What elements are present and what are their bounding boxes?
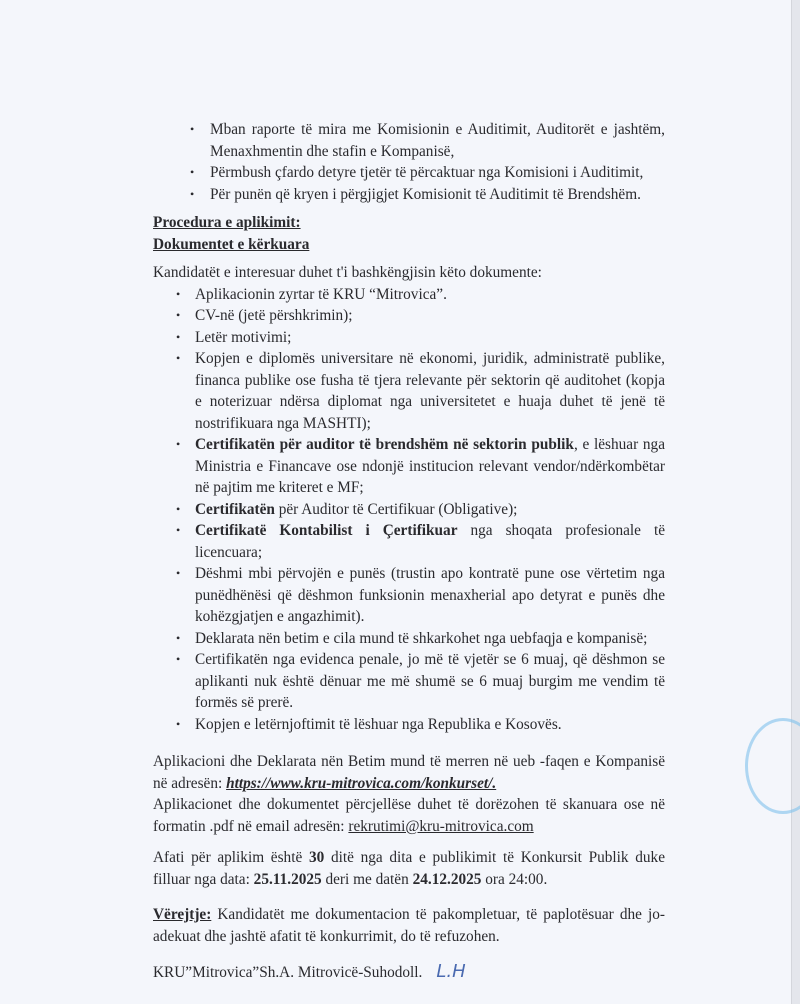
start-date: 25.11.2025 (253, 870, 322, 888)
deadline-text: ditë nga dita e publikimit të Konkursit Publik duke filluar nga data: (153, 849, 665, 888)
document-text: Aplikacionin zyrtar të KRU “Mitrovica”. (195, 285, 447, 303)
document-text: për Auditor të Certifikuar (Obligative); (274, 500, 518, 518)
bullet-icon: • (176, 329, 181, 344)
documents-section (153, 262, 665, 735)
list-item (153, 119, 665, 162)
document-bold: Certifikatë Kontabilist i Çertifikuar (195, 522, 458, 539)
document-text: Deklarata nën betim e cila mund të shkarkohet nga uebfaqja e kompanisë; (195, 629, 648, 647)
apply-text-2: Aplikacionet dhe dokumentet përcjellëse duhet të dorëzohen të skanuara ose në formatin .pdf në email adresën: (153, 796, 665, 835)
bullet-icon: • (176, 351, 181, 365)
document-text: , e lëshuar nga Ministria e Financave ose ndonjë institucion relevant vendor/ndërkombëtar në pajtim me kriteret e MF; (195, 436, 665, 496)
end-date: 24.12.2025 (412, 870, 482, 888)
document-text: Kopjen e diplomës universitare në ekonomi, juridik, administratë publike, financa publike ose fusha të tjera relevante për sektorin që auditohet (kopja e noterizuar ndërsa diplomat nga universitetet e huaja duhet të jenë të nostrifikuara nga MASHTI); (195, 350, 665, 432)
duty-text: Përmbush çfardo detyre tjetër të përcaktuar nga Komisioni i Auditimit, (210, 164, 644, 181)
bullet-icon: • (176, 523, 181, 537)
document-body (153, 0, 665, 1004)
document-text: nga shoqata profesionale të licencuara; (195, 522, 665, 561)
footer (153, 961, 665, 984)
bullet-icon: • (176, 501, 181, 516)
page-edge (791, 0, 800, 1004)
deadline-text: ora 24:00. (481, 870, 548, 888)
list-item (153, 499, 665, 521)
list-item (153, 284, 665, 306)
list-item (153, 649, 665, 714)
deadline-text: deri me datën (321, 870, 413, 888)
bullet-icon: • (176, 716, 181, 731)
bullet-icon: • (176, 652, 181, 666)
list-item (153, 162, 665, 184)
website-link[interactable]: https://www.kru-mitrovica.com/konkurset/. (226, 774, 497, 792)
bullet-icon: • (176, 286, 181, 301)
duties-section (153, 119, 665, 205)
list-item (153, 520, 665, 563)
note-text: Kandidatët me dokumentacion të pakompletuar, të paplotësuar dhe jo-adekuat dhe jashtë afatit të konkurrimit, do të refuzohen. (153, 906, 665, 945)
bullet-icon: • (190, 165, 195, 179)
list-item (153, 714, 665, 736)
deadline-text: Afati për aplikim është (153, 849, 309, 866)
bullet-icon: • (176, 630, 181, 645)
signature: L.H (436, 961, 466, 982)
document-bold: Certifikatën për auditor të brendshëm në sektorin publik (195, 436, 574, 453)
duty-text: Mban raporte të mira me Komisionin e Auditimit, Auditorët e jashtëm, Menaxhmentin dhe stafin e Kompanisë, (210, 121, 665, 160)
heading-procedure: Procedura e aplikimit: (153, 214, 301, 231)
duty-text: Për punën që kryen i përgjigjet Komisionit të Auditimit të Brendshëm. (210, 185, 641, 203)
document-text: Dëshmi mbi përvojën e punës (trustin apo kontratë pune ose vërtetim nga punëdhënësi që dëshmon funksionin menaxherial apo detyrat e punës dhe kohëzgjatjen e angazhimit). (195, 565, 665, 625)
procedure-headings (153, 212, 665, 255)
document-bold: Certifikatën (195, 500, 275, 518)
apply-section (153, 751, 665, 837)
document-text: Kopjen e letërnjoftimit të lëshuar nga Republika e Kosovës. (195, 715, 562, 733)
bullet-icon: • (190, 186, 195, 201)
document-text: CV-në (jetë përshkrimin); (195, 307, 353, 324)
list-item (153, 348, 665, 434)
bullet-icon: • (176, 566, 181, 580)
bullet-icon: • (176, 308, 181, 322)
list-item (153, 563, 665, 628)
company-footer: KRU”Mitrovica”Sh.A. Mitrovicë-Suhodoll. (153, 964, 423, 981)
apply-text: Aplikacioni dhe Deklarata nën Betim mund të merren në ueb -faqen e Kompanisë në adresën: (153, 753, 665, 792)
bullet-icon: • (176, 437, 181, 451)
intro-text: Kandidatët e interesuar duhet t'i bashkëngjisin këto dokumente: (153, 264, 542, 281)
note-label: Vërejtje: (153, 906, 212, 923)
deadline-section (153, 847, 665, 890)
bullet-icon: • (190, 122, 195, 136)
list-item (153, 327, 665, 349)
document-text: Letër motivimi; (195, 328, 292, 346)
heading-documents: Dokumentet e kërkuara (153, 235, 310, 253)
email-link[interactable]: rekrutimi@kru-mitrovica.com (348, 817, 534, 835)
list-item (153, 305, 665, 327)
list-item (153, 434, 665, 499)
note-section (153, 904, 665, 947)
list-item (153, 184, 665, 206)
deadline-days: 30 (308, 849, 325, 866)
document-text: Certifikatën nga evidenca penale, jo më të vjetër se 6 muaj, që dëshmon se aplikanti nuk është dënuar me më shumë se 6 muaj burgim me vendim të formës së prerë. (195, 651, 665, 711)
list-item (153, 628, 665, 650)
stamp-mark (745, 718, 800, 814)
